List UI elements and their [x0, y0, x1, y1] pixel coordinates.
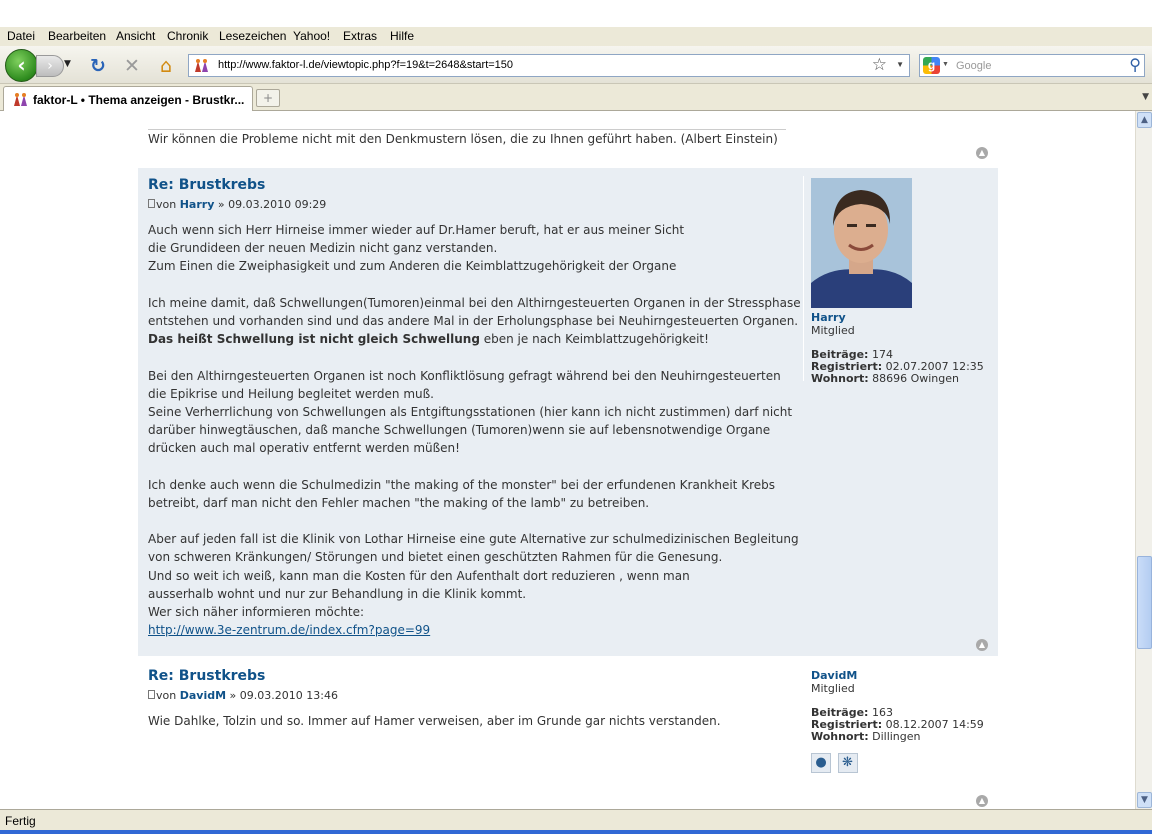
tab-active[interactable] — [3, 86, 253, 111]
profile-rank: Mitglied — [811, 324, 855, 337]
taskbar-edge — [0, 830, 1152, 834]
signature-text: Wir können die Probleme nicht mit den Denkmustern lösen, die zu Ihnen geführt haben. (Albert Einstein) — [148, 132, 778, 146]
page-content — [0, 111, 1135, 809]
scroll-thumb[interactable] — [1137, 556, 1152, 649]
post-title[interactable]: Re: Brustkrebs — [148, 668, 266, 684]
post-title[interactable]: Re: Brustkrebs — [148, 177, 266, 193]
search-bar[interactable] — [919, 54, 1145, 77]
tab-favicon-icon — [12, 92, 29, 107]
post-author-line: von Harry » 09.03.2010 09:29 — [148, 198, 326, 211]
menu-chronik[interactable]: Chronik — [167, 29, 209, 43]
post-davidm — [138, 659, 998, 809]
profile-rank: Mitglied — [811, 682, 855, 695]
forward-button[interactable]: › — [36, 55, 64, 77]
window-top-area — [0, 0, 1152, 27]
search-icon[interactable]: ⚲ — [1129, 57, 1141, 74]
profile-posts: Beiträge: 174 — [811, 348, 893, 361]
bold-line: Das heißt Schwellung ist nicht gleich Schwellung eben je nach Keimblattzugehörigkeit! — [148, 332, 709, 347]
post-author-line: von DavidM » 09.03.2010 13:46 — [148, 689, 338, 702]
icq-icon[interactable]: ❋ — [838, 753, 858, 773]
menu-lesezeichen[interactable]: Lesezeichen — [219, 29, 287, 43]
avatar[interactable] — [811, 178, 912, 308]
menu-bearbeiten[interactable]: Bearbeiten — [48, 29, 107, 43]
profile-posts: Beiträge: 163 — [811, 706, 893, 719]
author-profile — [811, 178, 984, 385]
menu-bar — [0, 27, 1152, 46]
post-icon — [148, 690, 155, 699]
post-author-name[interactable]: DavidM — [179, 689, 227, 702]
menu-hilfe[interactable]: Hilfe — [390, 29, 415, 43]
url-dropdown-icon[interactable]: ▼ — [896, 60, 904, 69]
post-datetime: » 09.03.2010 13:46 — [229, 689, 338, 702]
home-icon[interactable]: ⌂ — [159, 55, 173, 77]
post-author-name[interactable]: Harry — [179, 198, 215, 211]
back-to-top-icon[interactable]: ▲ — [976, 147, 988, 159]
signature-divider — [148, 129, 786, 130]
scroll-down-icon[interactable]: ▼ — [1137, 792, 1152, 808]
post-icon — [148, 199, 155, 208]
profile-divider — [803, 176, 804, 381]
site-favicon-icon — [193, 58, 210, 73]
tab-title: faktor-L • Thema anzeigen - Brustkr... — [33, 93, 245, 107]
scroll-up-icon[interactable]: ▲ — [1137, 112, 1152, 128]
status-text: Fertig — [5, 814, 36, 828]
tab-bar — [0, 84, 1152, 111]
back-to-top-icon[interactable]: ▲ — [976, 795, 988, 807]
new-tab-button[interactable]: + — [256, 89, 280, 107]
tab-list-dropdown-icon[interactable]: ▼ — [1142, 92, 1149, 102]
contact-icons — [811, 753, 984, 773]
post-body: Auch wenn sich Herr Hirneise immer wieder auf Dr.Hamer beruft, hat er aus meiner Sicht die Grundideen der neuen Medizin nicht ganz verstanden. Zum Einen die Zweiphasigkeit und zum Anderen die Keimblattzugehörigkeit der Organe Ich meine damit, daß Schwellungen(Tumoren)einmal bei den Althirngesteuerten Organen in der Stressphase entstehen und vorhanden sind und das andere Mal in der Erholungsphase bei Neuhirngesteuerten Organen. Das heißt Schwellung ist nicht gleich Schwellung eben je nach Keimblattzugehörigkeit! Bei den Althirngesteuerten Organen ist noch Konfliktlösung gefragt während bei den Neuhirngesteuerten die Epikrise und Heilung begleitet werden muß. Seine Verherrlichung von Schwellungen als Entgiftungsstationen (hier kann ich nicht zustimmen) darf nicht darüber hinwegtäuschen, daß manche Schwellungen (Tumoren)wenn sie auf lebensnotwendige Organe drücken auch mal operativ entfernt werden müßen! Ich denke auch wenn die Schulmedizin "the making of the monster" bei der erfundenen Krankheit Krebs betreibt, darf man nicht den Fehler machen "the making of the lamb" zu betreiben. Aber auf jeden fall ist die Klinik von Lothar Hirneise eine gute Alternative zur schulmedizinischen Begleitung von schweren Kränkungen/ Störungen und bietet einen geschützten Rahmen für die Genesung. Und so weit ich weiß, kann man die Kosten für den Aufenthalt dort reduzieren , wenn man ausserhalb wohnt und nur zur Behandlung in die Klinik kommt. Wer sich näher informieren möchte: http://www.3e-zentrum.de/index.cfm?page=99 — [148, 223, 801, 638]
history-dropdown-icon[interactable]: ▼ — [64, 59, 71, 69]
menu-ansicht[interactable]: Ansicht — [116, 29, 156, 43]
back-to-top-icon[interactable]: ▲ — [976, 639, 988, 651]
profile-location: Wohnort: Dillingen — [811, 730, 921, 743]
profile-name[interactable]: DavidM — [811, 669, 858, 682]
search-input[interactable]: Google — [956, 60, 992, 72]
status-bar — [0, 809, 1152, 834]
google-engine-icon[interactable]: g — [923, 57, 940, 74]
external-link[interactable]: http://www.3e-zentrum.de/index.cfm?page=99 — [148, 623, 431, 638]
bookmark-star-icon[interactable]: ☆ — [871, 55, 887, 74]
menu-yahoo[interactable]: Yahoo! — [293, 29, 331, 43]
post-body: Wie Dahlke, Tolzin und so. Immer auf Hamer verweisen, aber im Grunde gar nichts verstanden. — [148, 714, 721, 728]
stop-icon[interactable]: ✕ — [124, 55, 140, 77]
author-profile — [811, 669, 984, 773]
profile-name[interactable]: Harry — [811, 311, 846, 324]
engine-dropdown-icon[interactable]: ▼ — [942, 61, 949, 68]
address-bar[interactable] — [188, 54, 910, 77]
website-icon[interactable]: ● — [811, 753, 831, 773]
reload-icon[interactable]: ↻ — [90, 55, 106, 77]
back-button[interactable]: ‹ — [5, 49, 38, 82]
menu-extras[interactable]: Extras — [343, 29, 378, 43]
profile-location: Wohnort: 88696 Owingen — [811, 372, 960, 385]
profile-registered: Registriert: 02.07.2007 12:35 — [811, 360, 984, 373]
menu-datei[interactable]: Datei — [7, 29, 36, 43]
post-datetime: » 09.03.2010 09:29 — [217, 198, 327, 211]
post-harry — [138, 168, 998, 656]
profile-registered: Registriert: 08.12.2007 14:59 — [811, 718, 984, 731]
url-text: http://www.faktor-l.de/viewtopic.php?f=19&t=2648&start=150 — [218, 59, 514, 71]
vertical-scrollbar[interactable] — [1135, 111, 1152, 809]
